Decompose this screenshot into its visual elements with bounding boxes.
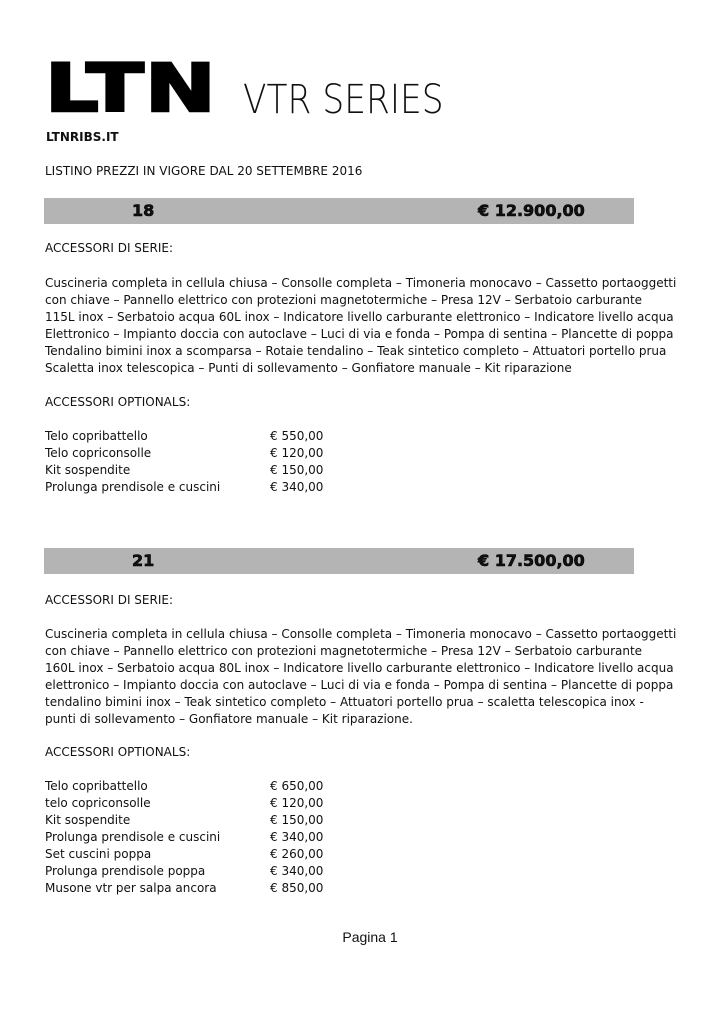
list-item <box>45 863 345 880</box>
list-item <box>45 795 345 812</box>
text-line: Cuscineria completa in cellula chiusa – Consolle completa – Timoneria monocavo – Cassetto portaoggetti <box>45 627 677 641</box>
optional-accessories-heading: ACCESSORI OPTIONALS: <box>45 395 191 409</box>
model-price: € 17.500,00 <box>478 551 585 570</box>
option-name: Telo copriconsolle <box>45 446 152 460</box>
text-line: Elettronico – Impianto doccia con autoclave – Luci di via e fonda – Pompa di sentina – Plancette di poppa <box>45 327 674 341</box>
list-item <box>45 445 345 462</box>
option-name: telo copriconsolle <box>45 796 151 810</box>
option-price: € 340,00 <box>270 864 324 878</box>
option-price: € 850,00 <box>270 881 324 895</box>
list-item <box>45 829 345 846</box>
option-name: Musone vtr per salpa ancora <box>45 881 217 895</box>
text-line: con chiave – Pannello elettrico con protezioni magnetotermiche – Presa 12V – Serbatoio carburante <box>45 293 643 307</box>
standard-accessories-heading: ACCESSORI DI SERIE: <box>45 593 174 607</box>
option-name: Kit sospendite <box>45 463 131 477</box>
option-price: € 260,00 <box>270 847 324 861</box>
option-name: Set cuscini poppa <box>45 847 152 861</box>
option-name: Telo copribattello <box>45 779 148 793</box>
price-list-note: LISTINO PREZZI IN VIGORE DAL 20 SETTEMBRE 2016 <box>45 164 363 178</box>
website-label: LTNRIBS.IT <box>46 130 119 144</box>
text-line: con chiave – Pannello elettrico con protezioni magnetotermiche – Presa 12V – Serbatoio carburante <box>45 644 643 658</box>
series-title: VTR SERIES <box>243 77 444 123</box>
text-line: elettronico – Impianto doccia con autoclave – Luci di via e fonda – Pompa di sentina – Plancette di poppa <box>45 678 674 692</box>
list-item <box>45 812 345 829</box>
option-price: € 120,00 <box>270 446 324 460</box>
optional-accessories-heading: ACCESSORI OPTIONALS: <box>45 745 191 759</box>
model-header-bar <box>44 548 634 574</box>
list-item <box>45 428 345 445</box>
option-name: Prolunga prendisole poppa <box>45 864 206 878</box>
option-price: € 120,00 <box>270 796 324 810</box>
standard-accessories-heading: ACCESSORI DI SERIE: <box>45 241 174 255</box>
option-price: € 650,00 <box>270 779 324 793</box>
page-number: Pagina 1 <box>342 929 398 945</box>
list-item <box>45 479 345 496</box>
option-price: € 150,00 <box>270 813 324 827</box>
model-name: 18 <box>132 201 155 220</box>
optional-accessories-list <box>45 778 345 897</box>
text-line: Tendalino bimini inox a scomparsa – Rotaie tendalino – Teak sintetico completo – Attuatori portello prua <box>45 344 667 358</box>
list-item <box>45 778 345 795</box>
option-name: Prolunga prendisole e cuscini <box>45 480 221 494</box>
option-name: Prolunga prendisole e cuscini <box>45 830 221 844</box>
text-line: 115L inox – Serbatoio acqua 60L inox – Indicatore livello carburante elettronico – Indicatore livello acqua <box>45 310 674 324</box>
option-price: € 340,00 <box>270 830 324 844</box>
option-name: Kit sospendite <box>45 813 131 827</box>
standard-accessories-text <box>45 626 677 728</box>
list-item <box>45 880 345 897</box>
model-price: € 12.900,00 <box>478 201 585 220</box>
list-item <box>45 846 345 863</box>
text-line: Scaletta inox telescopica – Punti di sollevamento – Gonfiatore manuale – Kit riparazione <box>45 361 572 375</box>
text-line: tendalino bimini inox – Teak sintetico completo – Attuatori portello prua – scaletta telescopica inox - <box>45 695 644 709</box>
list-item <box>45 462 345 479</box>
brand-logo: LTN <box>45 50 218 127</box>
text-line: 160L inox – Serbatoio acqua 80L inox – Indicatore livello carburante elettronico – Indicatore livello acqua <box>45 661 674 675</box>
text-line: Cuscineria completa in cellula chiusa – Consolle completa – Timoneria monocavo – Cassetto portaoggetti <box>45 276 677 290</box>
option-price: € 340,00 <box>270 480 324 494</box>
text-line: punti di sollevamento – Gonfiatore manuale – Kit riparazione. <box>45 712 413 726</box>
option-price: € 550,00 <box>270 429 324 443</box>
option-price: € 150,00 <box>270 463 324 477</box>
model-name: 21 <box>132 551 155 570</box>
optional-accessories-list <box>45 428 345 496</box>
standard-accessories-text <box>45 275 677 377</box>
option-name: Telo copribattello <box>45 429 148 443</box>
model-header-bar <box>44 198 634 224</box>
